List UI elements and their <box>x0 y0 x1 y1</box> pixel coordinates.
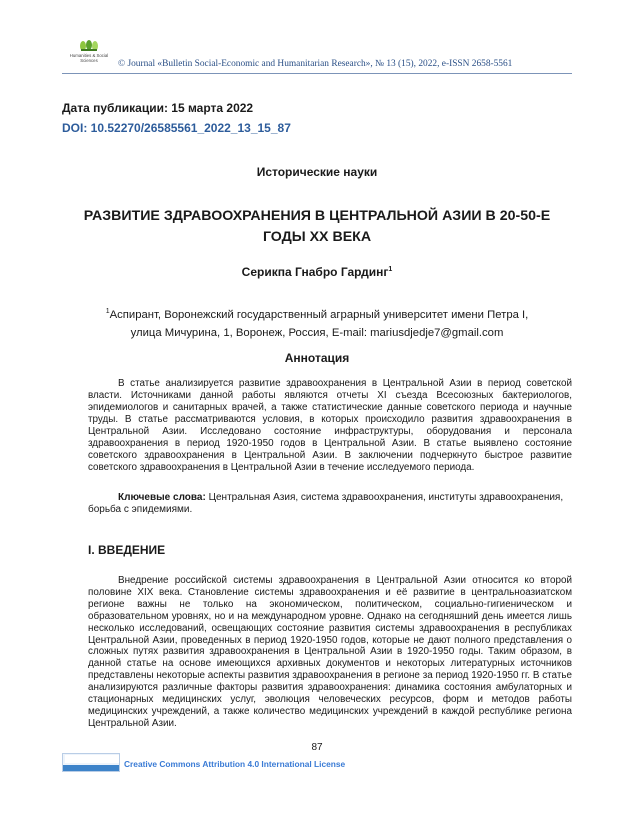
journal-logo <box>64 40 114 70</box>
cc-by-badge-icon[interactable] <box>62 753 120 772</box>
doi-link[interactable]: DOI: 10.52270/26585561_2022_13_15_87 <box>62 121 291 135</box>
cc-badge-bottom <box>63 765 119 771</box>
affiliation-line-1 <box>100 303 534 324</box>
keywords <box>88 492 572 516</box>
annotation-text: В статье анализируется развитие здравоохранения в Центральной Азии в период советской власти. Источниками данной работы являются отчеты XI съезда Всесоюзных бактериологов, эпидемиологов и санитарных врачей, а также статистические данные советского периода и научные труды. В статье рассматриваются условия, в которых происходило развития здравоохранения в Центральной Азии. Исследовано состояние инфраструктуры, оборудования и персонала здравоохранения в период 1920-1950 годов в Центральной Азии. В статье выявлено состояние советского здравоохранения в Центральной Азии. В заключении подчеркнуто быстрое развитие советского здравоохранения в Центральной Азии в течение исследуемого периода. <box>88 378 572 473</box>
article-title: РАЗВИТИЕ ЗДРАВООХРАНЕНИЯ В ЦЕНТРАЛЬНОЙ АЗИИ В 20-50-Е ГОДЫ XX ВЕКА <box>83 208 551 245</box>
introduction-text: Внедрение российской системы здравоохранения в Центральной Азии относится ко второй половине XIX века. Становление системы здравоохранения и её развитие в центральноазиатском регионе важны не только на экономическом, политическом, социально-гигиеническом и образовательном уровнях, но и на международном уровне. Однако на сегодняшний день имеется лишь несколько исследований, освещающих состояние развития системы здравоохранения в республиках Центральной Азии, проведенных в период 1920-1950 годов, которые не дают полного представления о сложных путях развития здравоохранения в Центральной Азии в 1920-1950 годы. Таким образом, в данной статье на основе имеющихся архивных документов и некоторых литературных источников представлены некоторые аспекты развития здравоохранения в регионе за период 1920-1950 гг. В статье анализируются различные факторы развития здравоохранения: динамика состояния амбулаторных и стационарных медицинских услуг, эволюция человеческих ресурсов, форм и методов работы медицинских учреждений, а также количество медицинских учреждений в каждой республике региона Центральной Азии. <box>88 575 572 729</box>
keywords-label: Ключевые слова: <box>118 492 206 503</box>
header-divider <box>62 73 572 74</box>
page-number: 87 <box>311 742 323 753</box>
cc-badge-top <box>65 755 119 763</box>
keywords-text: Центральная Азия, система здравоохранения, институты здравоохранения, борьба с эпидемиями. <box>88 492 564 515</box>
introduction-heading: I. ВВЕДЕНИЕ <box>88 543 166 557</box>
annotation-heading: Аннотация <box>284 351 350 365</box>
affiliation-sup: 1 <box>105 308 110 315</box>
affiliation-line-2: улица Мичурина, 1, Воронеж, Россия, E-mail: mariusdjedje7@gmail.com <box>130 326 504 339</box>
affiliation-line-1-text: Аспирант, Воронежский государственный аграрный университет имени Петра I, <box>109 308 529 321</box>
publication-date: Дата публикации: 15 марта 2022 <box>62 101 254 115</box>
logo-text: Humanities & Social Sciences <box>69 53 109 63</box>
section-title: Исторические науки <box>256 165 378 179</box>
author-name <box>0 265 634 279</box>
author-sup: 1 <box>388 266 393 273</box>
affiliation <box>100 303 534 342</box>
license-link[interactable]: Creative Commons Attribution 4.0 International License <box>124 759 346 769</box>
leaves-icon <box>78 40 100 52</box>
journal-header-line: © Journal «Bulletin Social-Economic and Humanitarian Research», № 13 (15), 2022, e-ISSN 2658-5561 <box>118 59 513 69</box>
author-name-text: Серикпа Гнабро Гардинг <box>241 265 389 279</box>
